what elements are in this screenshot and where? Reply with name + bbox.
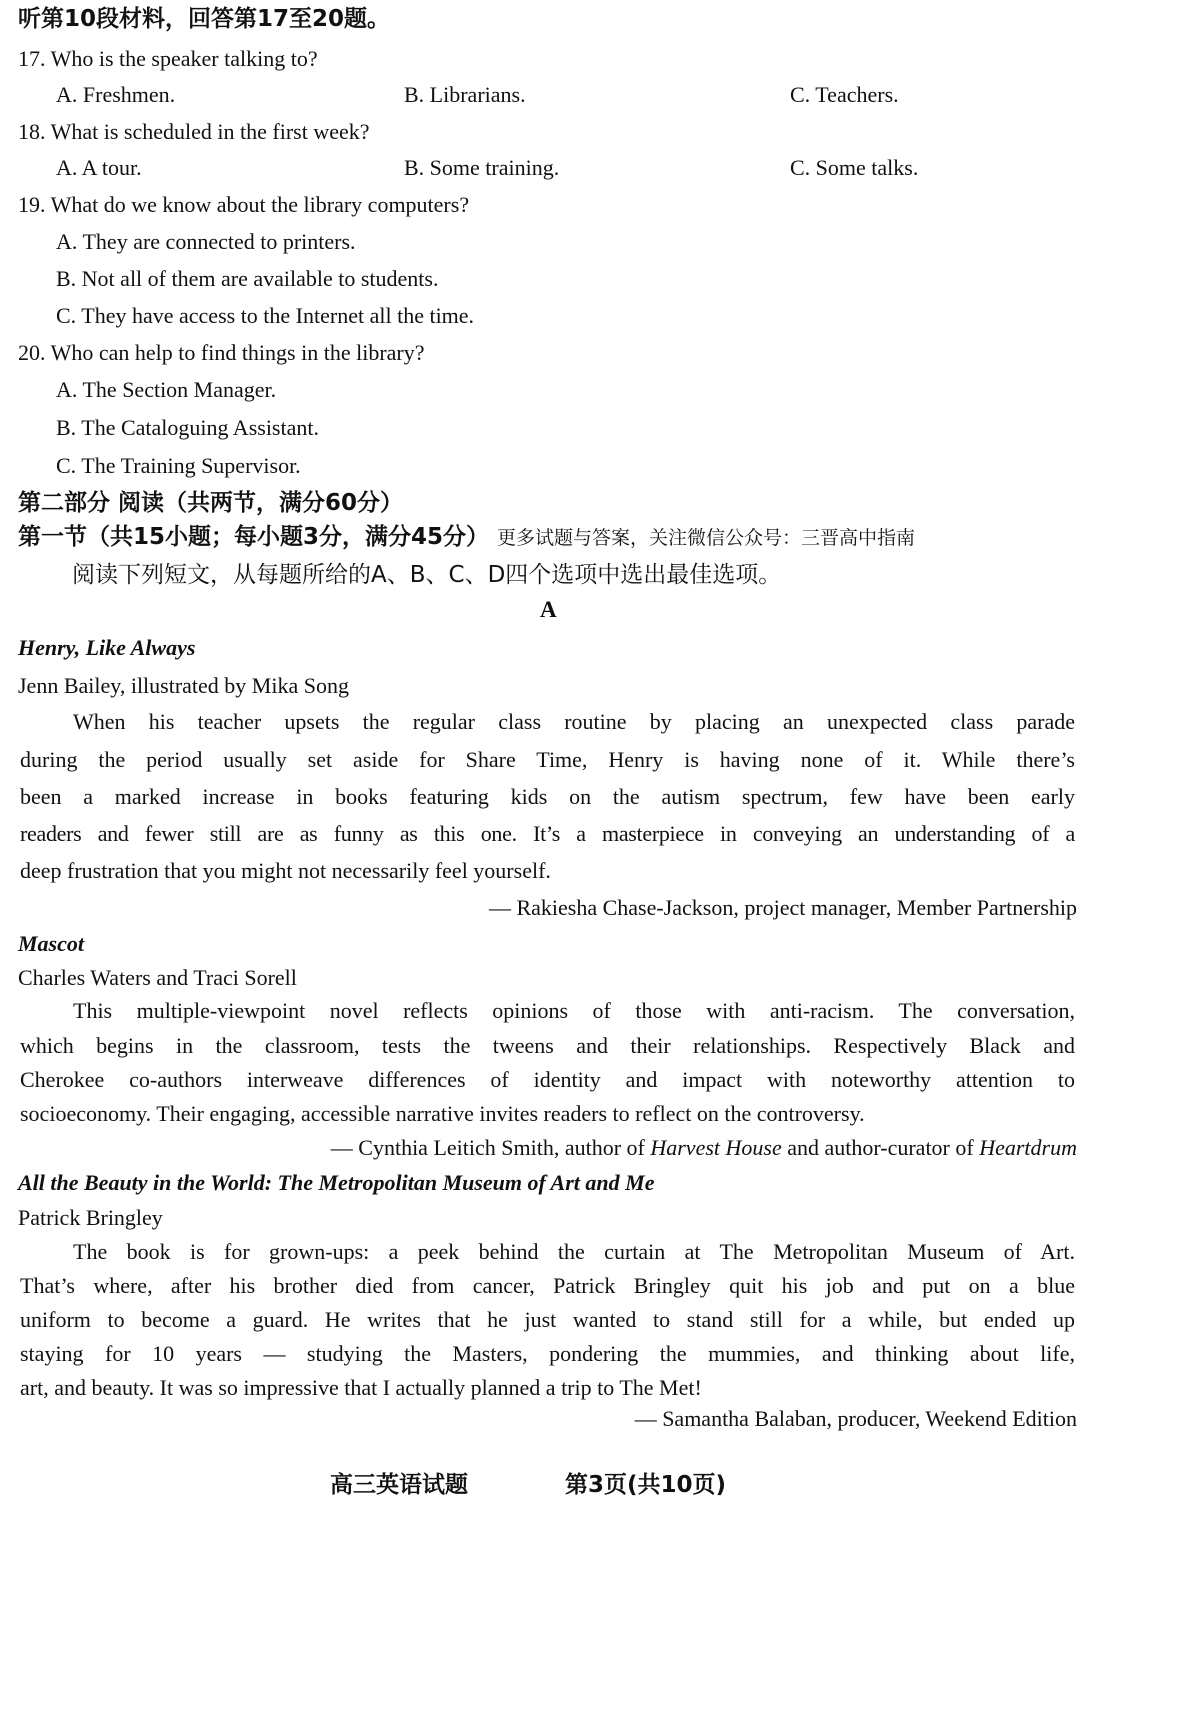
question-17-option-a: A. Freshmen. <box>56 82 176 107</box>
book-3-line-2: That’s where, after his brother died from cancer, Patrick Bringley quit his job and put on a blue <box>20 1273 1075 1298</box>
question-19-option-b: B. Not all of them are available to students. <box>56 266 439 291</box>
book-2-line-1: This multiple-viewpoint novel reflects opinions of those with anti-racism. The conversation, <box>73 998 1075 1023</box>
book-1-line-5: deep frustration that you might not necessarily feel yourself. <box>20 858 551 883</box>
reading-part-title: 第二部分 阅读（共两节，满分60分） <box>18 490 404 516</box>
book-1-line-4: readers and fewer still are as funny as this one. It’s a masterpiece in conveying an understanding of a <box>20 821 1075 846</box>
book-2-reviewer-work-1: Harvest House <box>650 1135 782 1160</box>
question-19-option-c: C. They have access to the Internet all the time. <box>56 303 475 328</box>
question-18-option-c: C. Some talks. <box>790 155 919 180</box>
reading-instruction: 阅读下列短文，从每题所给的A、B、C、D四个选项中选出最佳选项。 <box>72 562 782 588</box>
book-2-title: Mascot <box>18 931 84 956</box>
question-20-option-b: B. The Cataloguing Assistant. <box>56 415 319 440</box>
book-3-line-1: The book is for grown-ups: a peek behind the curtain at The Metropolitan Museum of Art. <box>73 1239 1075 1264</box>
section-note: 更多试题与答案，关注微信公众号：三晋高中指南 <box>497 527 916 549</box>
question-19-stem: 19. What do we know about the library computers? <box>18 192 470 217</box>
book-1-line-3: been a marked increase in books featuring kids on the autism spectrum, few have been early <box>20 784 1075 809</box>
question-20-option-c: C. The Training Supervisor. <box>56 453 301 478</box>
question-17-stem: 17. Who is the speaker talking to? <box>18 46 318 71</box>
question-20-option-a: A. The Section Manager. <box>56 377 277 402</box>
book-2-reviewer-prefix: — Cynthia Leitich Smith, author of <box>330 1135 651 1160</box>
question-18-option-a: A. A tour. <box>56 155 142 180</box>
book-3-line-4: staying for 10 years — studying the Masters, pondering the mummies, and thinking about life, <box>20 1341 1075 1366</box>
book-3-line-3: uniform to become a guard. He writes that he just wanted to stand still for a while, but ended up <box>20 1307 1075 1332</box>
footer-page-number: 第3页(共10页) <box>565 1472 727 1498</box>
book-2-reviewer-mid: and author-curator of <box>781 1135 980 1160</box>
question-19-option-a: A. They are connected to printers. <box>56 229 356 254</box>
book-2-line-2: which begins in the classroom, tests the tweens and their relationships. Respectively Black and <box>20 1033 1075 1058</box>
question-17-option-c: C. Teachers. <box>790 82 899 107</box>
book-1-reviewer: — Rakiesha Chase-Jackson, project manager, Member Partnership <box>488 895 1077 920</box>
footer-exam-title: 高三英语试题 <box>330 1472 468 1498</box>
book-2-author: Charles Waters and Traci Sorell <box>18 965 297 990</box>
book-3-line-5: art, and beauty. It was so impressive that I actually planned a trip to The Met! <box>20 1375 702 1400</box>
passage-letter: A <box>540 597 557 622</box>
book-1-author: Jenn Bailey, illustrated by Mika Song <box>18 673 349 698</box>
question-18-option-b: B. Some training. <box>404 155 560 180</box>
book-2-reviewer-work-2: Heartdrum <box>979 1135 1077 1160</box>
book-2-line-4: socioeconomy. Their engaging, accessible narrative invites readers to reflect on the controversy. <box>20 1101 865 1126</box>
book-3-title: All the Beauty in the World: The Metropolitan Museum of Art and Me <box>18 1170 655 1195</box>
book-2-reviewer <box>20 1133 1077 1163</box>
book-1-line-2: during the period usually set aside for Share Time, Henry is having none of it. While there’s <box>20 747 1075 772</box>
book-2-line-3: Cherokee co-authors interweave differences of identity and impact with noteworthy attention to <box>20 1067 1075 1092</box>
reading-section-title <box>18 522 915 553</box>
question-18-stem: 18. What is scheduled in the first week? <box>18 119 370 144</box>
question-20-stem: 20. Who can help to find things in the library? <box>18 340 425 365</box>
book-1-title: Henry, Like Always <box>18 635 196 660</box>
book-3-author: Patrick Bringley <box>18 1205 163 1230</box>
question-17-option-b: B. Librarians. <box>404 82 526 107</box>
book-3-reviewer: — Samantha Balaban, producer, Weekend Edition <box>634 1406 1077 1431</box>
section-title-text: 第一节（共15小题；每小题3分，满分45分） <box>18 524 490 550</box>
listening-header: 听第10段材料，回答第17至20题。 <box>18 6 391 32</box>
book-1-line-1: When his teacher upsets the regular class routine by placing an unexpected class parade <box>73 709 1075 734</box>
